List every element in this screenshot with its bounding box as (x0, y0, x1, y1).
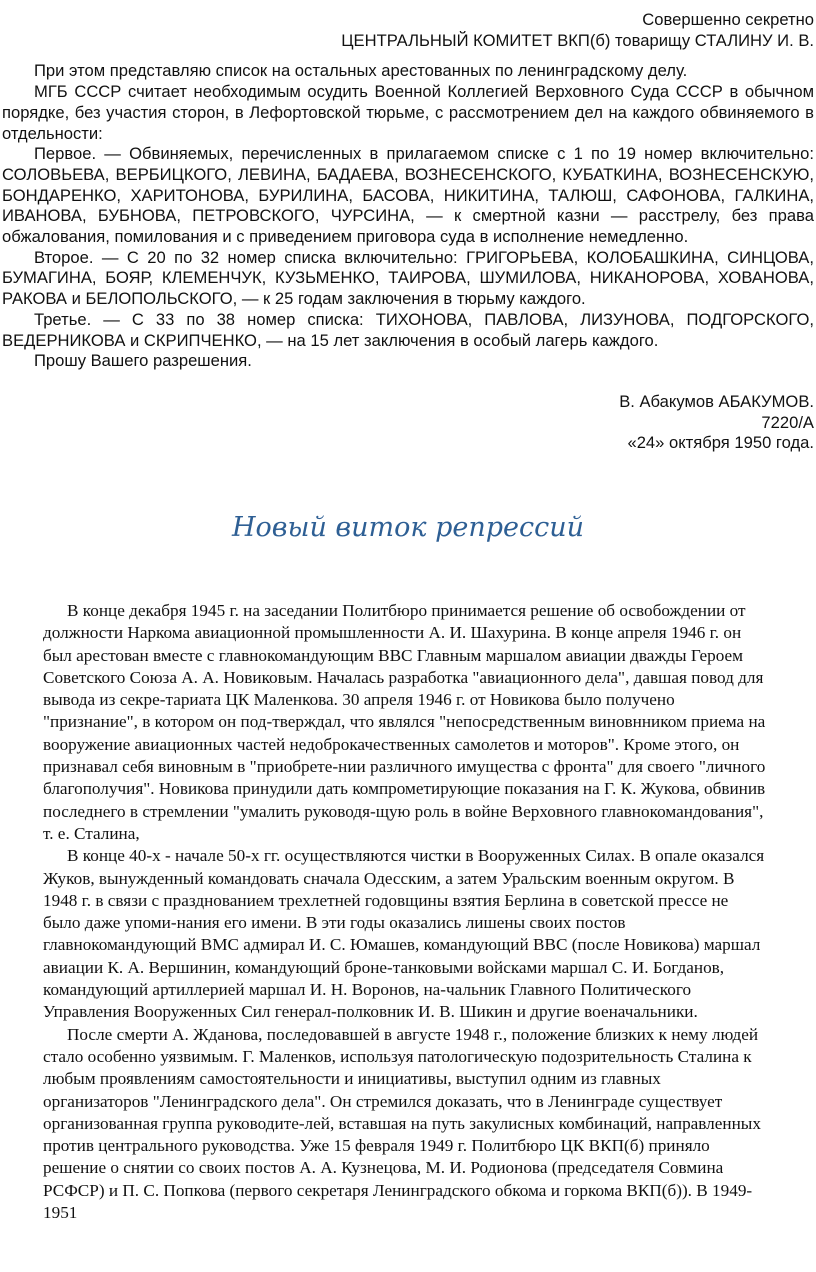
classification-label: Совершенно секретно (642, 10, 814, 29)
section-paragraph: В конце декабря 1945 г. на заседании Политбюро принимается решение об освобождении от должности Наркома авиационной промышленности А. И. Шахурина. В конце апреля 1946 г. он был арестован вместе с главнокомандующим ВВС Главным маршалом авиации дважды Героем Советского Союза А. А. Новиковым. Началась разработка "авиационного дела", давшая повод для вывода из секре-тариата ЦК Маленкова. 30 апреля 1946 г. от Новикова было получено "признание", в котором он под-тверждал, что являлся "непосредственным виновнником приема на вооружение авиационных частей недоброкачественных самолетов и моторов". Кроме этого, он признавал себя виновным в "приобрете-нии различного имущества с фронта" для своего "личного благополучия". Новикова принудили дать компрометирующие показания на Г. К. Жукова, обвинив последнего в стремлении "умалить руководя-щую роль в войне Верховного главнокомандования", т. е. Сталина, (43, 601, 766, 843)
letter-date: «24» октября 1950 года. (627, 433, 814, 453)
document-number: 7220/А (761, 412, 814, 432)
letter-paragraph: МГБ СССР считает необходимым осудить Военной Коллегией Верховного Суда СССР в обычном порядке, без участия сторон, в Лефортовской тюрьме, с рассмотрением дел на каждого обвиняемого в отдельности: (2, 82, 814, 143)
letter-paragraph: Третье. — С 33 по 38 номер списка: ТИХОНОВА, ПАВЛОВА, ЛИЗУНОВА, ПОДГОРСКОГО, ВЕДЕРНИКОВА и СКРИПЧЕНКО, — на 15 лет заключения в особый лагерь каждого. (2, 309, 814, 350)
section-paragraph: После смерти А. Жданова, последовавшей в августе 1948 г., положение близких к нему людей стало особенно уязвимым. Г. Маленков, используя патологическую подозрительность Сталина к любым проявлениям самостоятельности и инициативы, выступил одним из главных организаторов "Ленинградского дела". Он стремился доказать, что в Ленинграде существует организованная группа руководите-лей, вставшая на путь закулисных комбинаций, направленных против центрального руководства. Уже 15 февраля 1949 г. Политбюро ЦК ВКП(б) приняло решение о снятии со своих постов А. А. Кузнецова, М. И. Родионова (председателя Совмина РСФСР) и П. С. Попкова (первого секретаря Ленинградского обкома и горкома ВКП(б)). В 1949-1951 (43, 1024, 761, 1223)
letter-paragraph: При этом представляю список на остальных арестованных по ленинградскому делу. (34, 61, 688, 81)
section-body (43, 600, 770, 1224)
addressee: ЦЕНТРАЛЬНЫЙ КОМИТЕТ ВКП(б) товарищу СТАЛИНУ И. В. (341, 30, 814, 50)
letter-paragraph: Второе. — С 20 по 32 номер списка включительно: ГРИГОРЬЕВА, КОЛОБАШКИНА, СИНЦОВА, БУМАГИНА, БОЯР, КЛЕМЕНЧУК, КУЗЬМЕНКО, ТАИРОВА, ШУМИЛОВА, НИКАНОРОВА, ХОВАНОВА, РАКОВА и БЕЛОПОЛЬСКОГО, — к 25 годам заключения в тюрьму каждого. (2, 247, 814, 309)
letter-paragraph: Первое. — Обвиняемых, перечисленных в прилагаемом списке с 1 по 19 номер включительно: СОЛОВЬЕВА, ВЕРБИЦКОГО, ЛЕВИНА, БАДАЕВА, ВОЗНЕСЕНСКОГО, КУБАТКИНА, ВОЗНЕСЕНСКУЮ, БОНДАРЕНКО, ХАРИТОНОВА, БУРИЛИНА, БАСОВА, НИКИТИНА, ТАЛЮШ, САФОНОВА, ГАЛКИНА, ИВАНОВА, БУБНОВА, ПЕТРОВСКОГО, ЧУРСИНА, — к смертной казни — расстрелу, без права обжалования, помилования и с приведением приговора суда в исполнение немедленно. (2, 144, 814, 247)
section-paragraph: В конце 40-х - начале 50-х гг. осуществляются чистки в Вооруженных Силах. В опале оказался Жуков, вынужденный командовать сначала Одесским, а затем Уральским военным округом. В 1948 г. в связи с празднованием трехлетней годовщины взятия Берлина в советской прессе не было даже упоми-нания его имени. В эти годы оказались лишены своих постов главнокомандующий ВМС адмирал И. С. Юмашев, командующий ВВС (после Новикова) маршал авиации К. А. Вершинин, командующий броне-танковыми войсками маршал С. И. Богданов, командующий артиллерией маршал И. Н. Воронов, на-чальник Главного Политического Управления Вооруженных Сил генерал-полковник И. В. Шикин и другие военачальники. (43, 846, 765, 1022)
secret-letter (0, 10, 816, 454)
signature: В. Абакумов АБАКУМОВ. (619, 391, 814, 411)
letter-paragraph: Прошу Вашего разрешения. (34, 351, 252, 371)
section-title: Новый виток репрессий (231, 512, 585, 543)
